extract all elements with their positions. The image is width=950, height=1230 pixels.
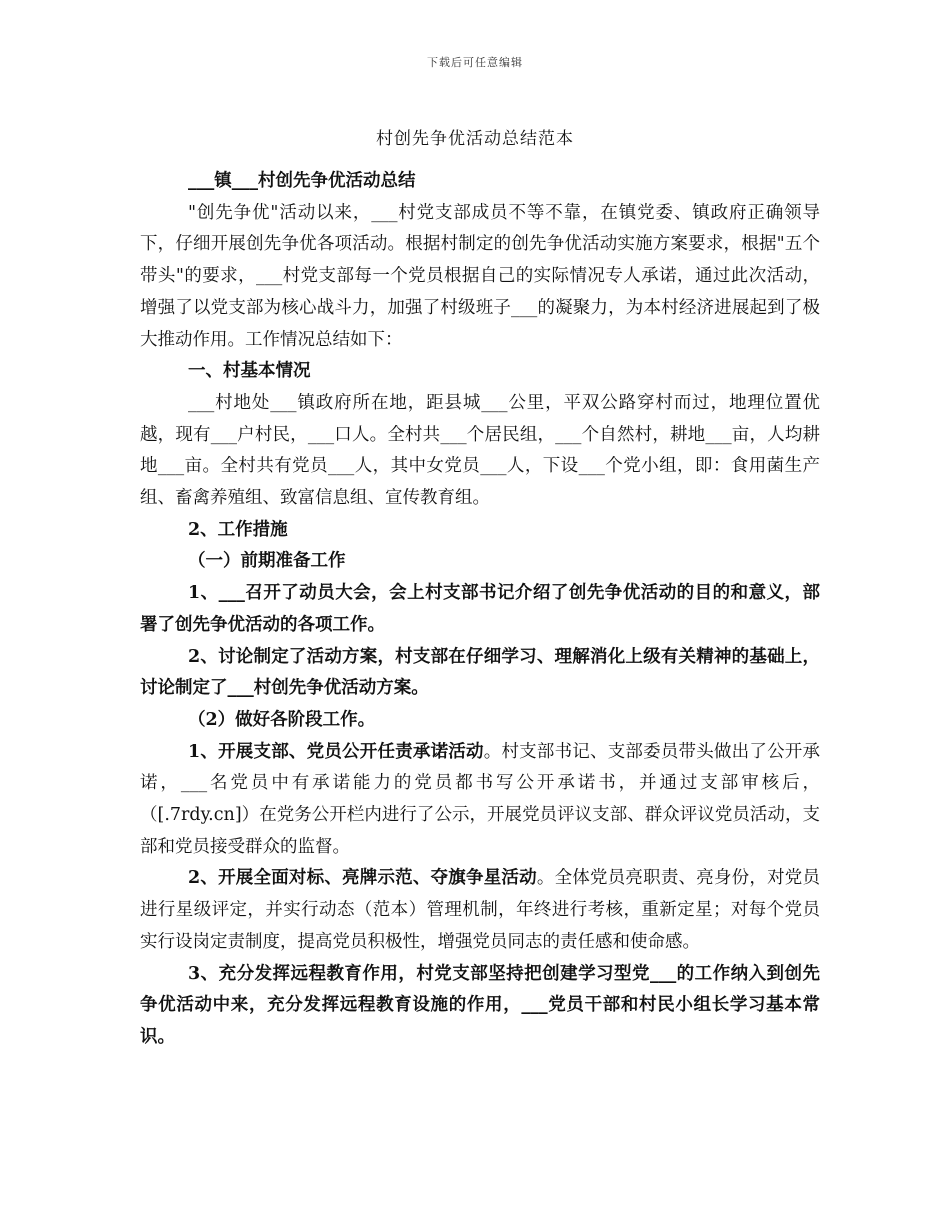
stage-item-1-text: 。村支部书记、支部委员带头做出了公开承诺，___名党员中有承诺能力的党员都书写公开承诺书，并通过支部审核后，（[.7rdy.cn]）在党务公开栏内进行了公示，开展党员评议支部、群众评议党员活动，支部和党员接受群众的监督。 bbox=[140, 741, 820, 857]
intro-paragraph: "创先争优"活动以来，___村党支部成员不等不靠，在镇党委、镇政府正确领导下，仔细开展创先争优各项活动。根据村制定的创先争优活动实施方案要求，根据"五个带头"的要求，___村党支部每一个党员根据自己的实际情况专人承诺，通过此次活动，增强了以党支部为核心战斗力，加强了村级班子___的凝聚力，为本村经济进展起到了极大推动作用。工作情况总结如下： bbox=[140, 202, 820, 350]
subsection-heading-stages: （2）做好各阶段工作。 bbox=[188, 709, 376, 730]
page-header-note: 下载后可任意编辑 bbox=[427, 56, 523, 69]
stage-item-2-text: 。全体党员亮职责、亮身份，对党员进行星级评定，并实行动态（范本）管理机制，年终进行考核，重新定星；对每个党员实行设岗定责制度，提高党员积极性，增强党员同志的责任感和使命感。 bbox=[140, 868, 820, 952]
section-heading-basic-info: 一、村基本情况 bbox=[188, 361, 311, 382]
preparation-item-2: 2、讨论制定了活动方案，村支部在仔细学习、理解消化上级有关精神的基础上，讨论制定了___村创先争优活动方案。 bbox=[140, 646, 820, 699]
preparation-item-1: 1、___召开了动员大会，会上村支部书记介绍了创先争优活动的目的和意义，部署了创先争优活动的各项工作。 bbox=[140, 583, 820, 635]
document-body bbox=[140, 166, 820, 1054]
stage-item-1-title: 1、开展支部、党员公开任责承诺活动 bbox=[188, 741, 484, 762]
subsection-heading-preparation: （一）前期准备工作 bbox=[188, 551, 346, 572]
stage-item-2-title: 2、开展全面对标、亮牌示范、夺旗争星活动 bbox=[188, 868, 537, 889]
document-title: 村创先争优活动总结范本 bbox=[376, 129, 574, 149]
section-heading-measures: 2、工作措施 bbox=[188, 519, 288, 540]
document-heading: ___镇___村创先争优活动总结 bbox=[188, 171, 416, 191]
stage-item-1 bbox=[140, 737, 820, 864]
stage-item-3: 3、充分发挥远程教育作用，村党支部坚持把创建学习型党___的工作纳入到创先争优活动中来，充分发挥远程教育设施的作用，___党员干部和村民小组长学习基本常识。 bbox=[140, 963, 820, 1047]
stage-item-2 bbox=[140, 863, 820, 958]
basic-info-paragraph: ___村地处___镇政府所在地，距县城___公里，平双公路穿村而过，地理位置优越，现有___户村民，___口人。全村共___个居民组，___个自然村，耕地___亩，人均耕地___亩。全村共有党员___人，其中女党员___人，下设___个党小组，即：食用菌生产组、畜禽养殖组、致富信息组、宣传教育组。 bbox=[140, 392, 820, 509]
